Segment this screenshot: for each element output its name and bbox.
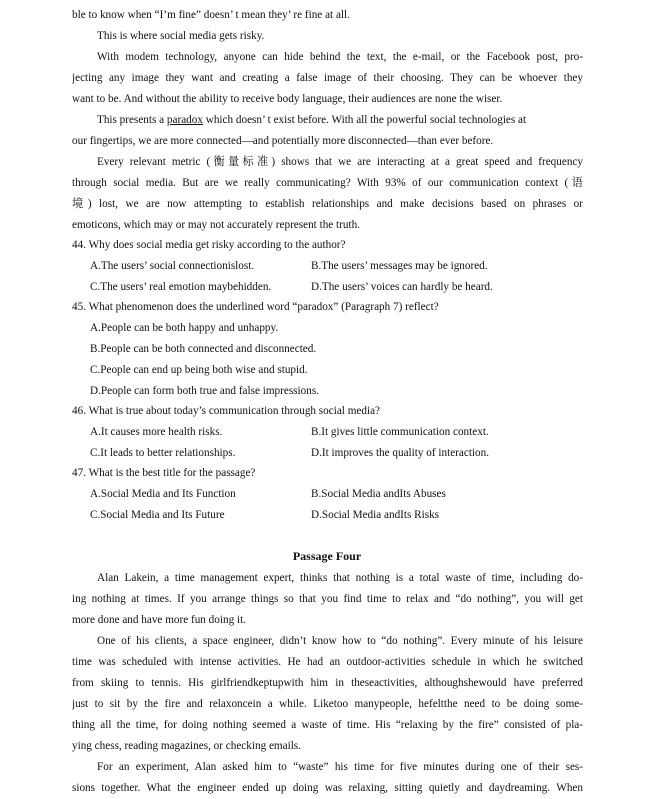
text-line: time was scheduled with intense activities. He had an outdoor-activities schedule in which he switched xyxy=(72,656,583,668)
underlined-word-paradox: paradox xyxy=(166,114,203,126)
question-46-stem: 46. What is true about today’s communication through social media? xyxy=(72,405,380,417)
option-44-c: C.The users’ real emotion maybehidden. xyxy=(90,281,272,293)
option-46-b: B.It gives little communication context. xyxy=(311,426,489,438)
text-line: emoticons, which may or may not accurately represent the truth. xyxy=(72,219,360,231)
option-47-a: A.Social Media and Its Function xyxy=(90,488,236,500)
text-line: through social media. But are we really communicating? With 93% of our communication context (语 xyxy=(72,177,583,189)
option-44-b: B.The users’ messages may be ignored. xyxy=(311,260,488,272)
text-line: For an experiment, Alan asked him to “waste” his time for five minutes during one of their ses- xyxy=(97,761,583,773)
option-45-c: C.People can end up being both wise and stupid. xyxy=(90,364,308,376)
text-line: Every relevant metric (衡量标准) shows that we are interacting at a great speed and frequency xyxy=(97,156,583,168)
text-line: With modem technology, anyone can hide behind the text, the e-mail, or the Facebook post, pro- xyxy=(97,51,583,63)
text-span: This presents a xyxy=(97,114,167,126)
option-44-d: D.The users’ voices can hardly be heard. xyxy=(311,281,493,293)
question-47-stem: 47. What is the best title for the passage? xyxy=(72,467,256,479)
text-line: just to sit by the fire and relaxoncein a while. Liketoo manypeople, hefeltthe need to be doing some- xyxy=(72,698,583,710)
text-line: ing nothing at times. If you arrange things so that you find time to relax and “do nothing”, you will get xyxy=(72,593,583,605)
option-46-d: D.It improves the quality of interaction. xyxy=(311,447,490,459)
text-line: ble to know when “I’m fine” doesn’ t mean they’ re fine at all. xyxy=(72,9,350,21)
option-47-b: B.Social Media andIts Abuses xyxy=(311,488,446,500)
question-44-stem: 44. Why does social media get risky according to the author? xyxy=(72,239,346,251)
text-line: Alan Lakein, a time management expert, thinks that nothing is a total waste of time, including do- xyxy=(97,572,583,584)
option-45-d: D.People can form both true and false impressions. xyxy=(90,385,319,397)
question-45-stem: 45. What phenomenon does the underlined word “paradox” (Paragraph 7) reflect? xyxy=(72,301,439,313)
text-line: more done and have more fun doing it. xyxy=(72,614,246,626)
option-47-d: D.Social Media andIts Risks xyxy=(311,509,440,521)
text-line: sions together. What the engineer ended up doing was relaxing, sitting quietly and daydreaming. When xyxy=(72,782,583,794)
text-span: which doesn’ t exist before. With all the powerful social technologies at xyxy=(202,114,527,126)
option-47-c: C.Social Media and Its Future xyxy=(90,509,225,521)
text-line: ying chess, reading magazines, or checking emails. xyxy=(72,740,301,752)
text-line xyxy=(97,113,583,127)
passage-title: Passage Four xyxy=(292,549,362,563)
text-line: want to be. And without the ability to receive body language, their audiences are none the wiser. xyxy=(72,93,503,105)
text-line: thing all the time, for doing nothing seemed a waste of time. His “relaxing by the fire” consisted of pla- xyxy=(72,719,583,731)
text-line: from skiing to tennis. His girlfriendkeptupwith him in theseactivities, althoughshewould have preferred xyxy=(72,677,583,689)
option-46-a: A.It causes more health risks. xyxy=(90,426,223,438)
option-45-a: A.People can be both happy and unhappy. xyxy=(90,322,279,334)
text-line: jecting any image they want and creating a false image of their choosing. They can be whoever they xyxy=(72,72,583,84)
option-45-b: B.People can be both connected and disconnected. xyxy=(90,343,317,355)
option-46-c: C.It leads to better relationships. xyxy=(90,447,236,459)
text-line: our fingertips, we are more connected—and potentially more disconnected—than ever before. xyxy=(72,135,494,147)
text-line: 境) lost, we are now attempting to establish relationships and make decisions based on phrases or xyxy=(72,198,583,210)
text-line: This is where social media gets risky. xyxy=(97,30,265,42)
text-line: One of his clients, a space engineer, didn’t know how to “do nothing”. Every minute of his leisure xyxy=(97,635,583,647)
option-44-a: A.The users’ social connectionislost. xyxy=(90,260,255,272)
